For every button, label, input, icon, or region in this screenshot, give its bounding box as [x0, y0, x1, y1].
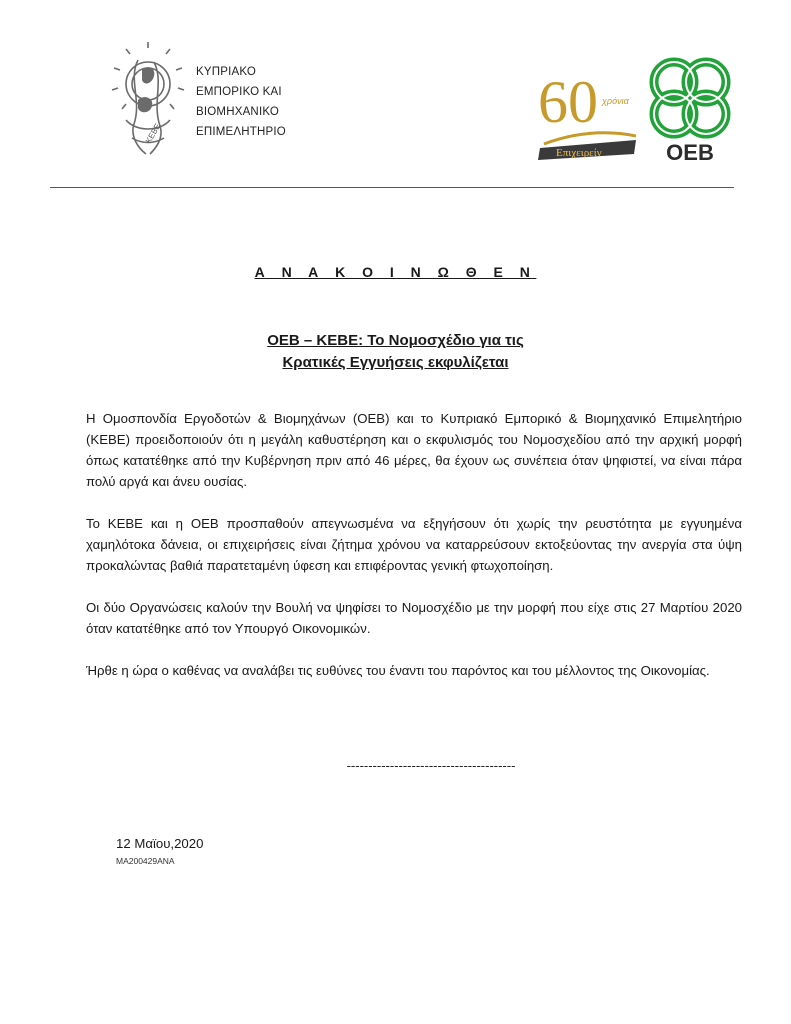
- keve-name-block: [196, 62, 286, 142]
- headline-line-2: Κρατικές Εγγυήσεις εκφυλίζεται: [282, 354, 509, 371]
- headline-line-1: ΟΕΒ – ΚΕΒΕ: Το Νομοσχέδιο για τις: [267, 332, 524, 349]
- oeb-name: ΟΕΒ: [666, 140, 714, 165]
- sixty-years-banner: Επιχειρείν: [556, 147, 602, 159]
- body-paragraph-4: Ήρθε η ώρα ο καθένας να αναλάβει τις ευθύνες του έναντι του παρόντος και του μέλλοντος της Οικονομίας.: [86, 663, 710, 678]
- release-date: 12 Μαϊου,2020: [116, 836, 204, 851]
- keve-name-line: ΕΠΙΜΕΛΗΤΗΡΙΟ: [196, 126, 286, 138]
- keve-emblem-logo: [108, 40, 186, 162]
- header-divider: [50, 187, 734, 188]
- body-paragraph-3: Οι δύο Οργανώσεις καλούν την Βουλή να ψηφίσει το Νομοσχέδιο με την μορφή που είχε στις 27 Μαρτίου 2020 όταν κατατέθηκε από τον Υπουργό Οικονομικών.: [86, 600, 742, 636]
- keve-name-line: ΕΜΠΟΡΙΚΟ ΚΑΙ: [196, 86, 282, 98]
- keve-seal-text: ΚΕΒΕ: [143, 122, 163, 145]
- body-paragraph-2: Το ΚΕΒΕ και η ΟΕΒ προσπαθούν απεγνωσμένα να εξηγήσουν ότι χωρίς την ρευστότητα με εγγυημένα χαμηλότοκα δάνεια, οι επιχειρήσεις είναι ζήτημα χρόνου να καταρρεύσουν εκτοξεύοντας την ανεργία στα ύψη προκαλώντας βαθιά παρατεταμένη ύφεση και επιφέροντας γενική φτωχοποίηση.: [86, 516, 742, 573]
- reference-code: MA200429ANA: [116, 856, 175, 866]
- body-paragraph-1: Η Ομοσπονδία Εργοδοτών & Βιομηχάνων (ΟΕΒ) και το Κυπριακό Εμπορικό & Βιομηχανικό Επιμελητήριο (ΚΕΒΕ) προειδοποιούν ότι η μεγάλη καθυστέρηση και ο εκφυλισμός του Νομοσχεδίου από την αρχική μορφή όπως κατατέθηκε από την Κυβέρνηση πριν από 46 μέρες, θα έχουν ως συνέπεια όταν ψηφιστεί, να είναι πάρα πολύ αργά και άνευ ουσίας.: [86, 411, 742, 489]
- oeb-logo: [638, 44, 742, 166]
- keve-name-line: ΒΙΟΜΗΧΑΝΙΚΟ: [196, 106, 279, 118]
- headline: [0, 330, 791, 374]
- dashed-separator: ---------------------------------------: [346, 758, 516, 773]
- sixty-years-number: 60: [538, 69, 598, 135]
- body-text: [86, 408, 742, 702]
- sixty-years-word: χρόνια: [602, 96, 629, 106]
- announcement-title: Α Ν Α Κ Ο Ι Ν Ω Θ Ε Ν: [254, 264, 537, 280]
- sixty-years-logo: [536, 60, 642, 166]
- keve-name-line: ΚΥΠΡΙΑΚΟ: [196, 66, 257, 78]
